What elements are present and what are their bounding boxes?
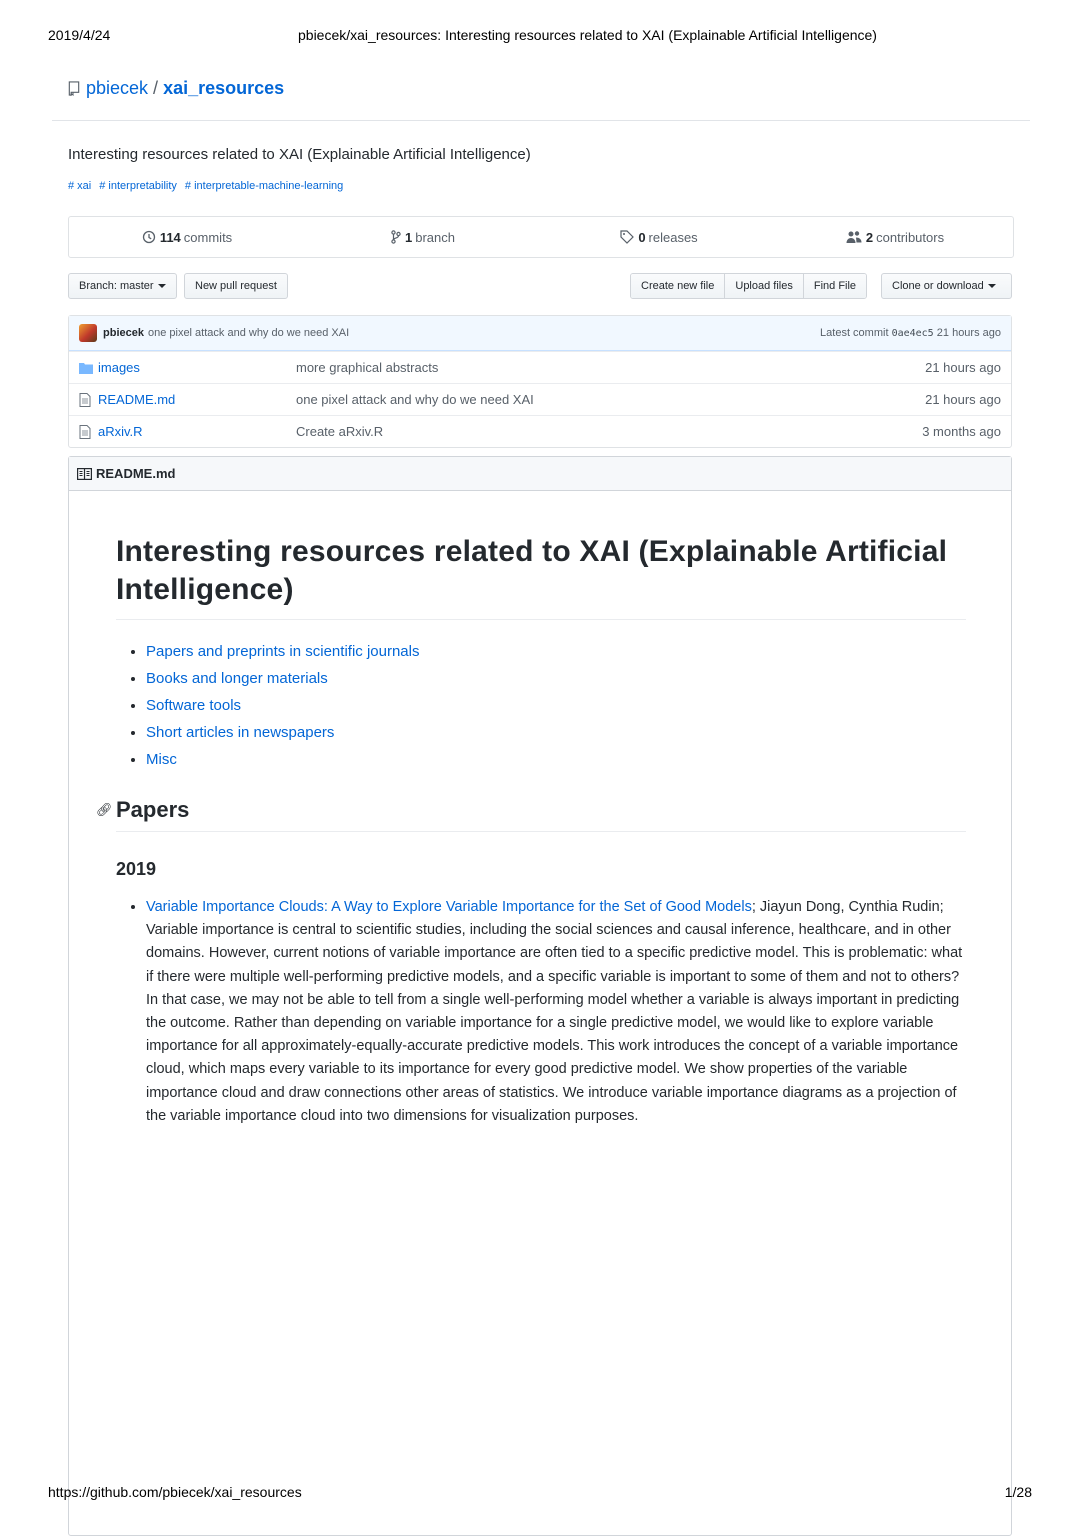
contributors-label: contributors [876,229,945,245]
create-new-file-button[interactable]: Create new file [631,274,725,298]
file-age: 21 hours ago [925,392,1001,407]
paper-abstract: ; Jiayun Dong, Cynthia Rudin; Variable importance is central to scientific studies, including the social sciences and causal inference, healthcare, and in other domains. However, current notions of variable importance are often tied to a specific predictive model. This is problematic: what if there were multiple well-performing predictive models, and a specific variable is important to some of them and not to others? In that case, we may not be able to tell from a single well-performing model whether a variable is always important in predicting the outcome. Rather than depending on variable importance for a single predictive model, we would like to explore variable importance for all approximately-equally-accurate predictive models. This work introduces the concept of a variable importance cloud, which maps every variable to its importance for every good predictive model. We show properties of the variable importance cloud and draw connections other areas of statistics. We introduce variable importance diagrams as a projection of the variable importance cloud into two dimensions for visualization purposes. [146,899,963,1124]
repo-separator: / [153,78,159,98]
upload-files-button[interactable]: Upload files [725,274,803,298]
file-row[interactable] [69,351,1011,383]
list-item [146,638,966,665]
toc-link[interactable]: Short articles in newspapers [146,724,335,741]
commits-count: 114 [159,229,181,245]
readme-header [69,457,1011,491]
find-file-button[interactable]: Find File [804,274,866,298]
print-date: 2019/4/24 [48,27,111,43]
paper-title-link[interactable]: Variable Importance Clouds: A Way to Explore Variable Importance for the Set of Good Models [146,899,752,915]
commits-label: commits [183,229,233,245]
topic-list [68,180,343,192]
print-title: pbiecek/xai_resources: Interesting resources related to XAI (Explainable Artificial Intelligence) [298,27,877,43]
branch-select-button[interactable] [68,273,177,299]
latest-commit-info [820,327,1001,339]
commit-tease [69,316,1011,351]
new-pull-request-button[interactable]: New pull request [184,273,288,299]
contributors-count: 2 [865,229,874,245]
people-icon [846,230,862,244]
file-name-link[interactable]: aRxiv.R [98,424,143,439]
file-commit-message[interactable]: Create aRxiv.R [296,424,384,439]
header-divider [52,120,1030,121]
repo-header [68,78,284,99]
readme-filename: README.md [96,466,176,481]
latest-commit-label: Latest commit [820,327,889,339]
commits-link[interactable] [69,217,305,257]
branch-icon [391,230,401,244]
link-icon[interactable]: 🔗︎ [96,802,113,817]
commit-sha-link[interactable]: 0ae4ec5 [891,328,934,339]
chevron-down-icon [158,284,166,288]
repo-icon [68,81,80,96]
file-age: 3 months ago [922,424,1001,439]
file-name-link[interactable]: images [98,360,140,375]
contributors-link[interactable] [777,217,1013,257]
toc-link[interactable]: Software tools [146,697,242,714]
releases-count: 0 [638,229,646,245]
clone-or-download-button[interactable] [881,273,1012,299]
paper-list [116,896,966,1128]
list-item [146,746,966,773]
print-page-number: 1/28 [1004,1484,1032,1500]
releases-link[interactable] [541,217,777,257]
tag-icon [620,230,634,244]
list-item [146,719,966,746]
readme-panel [68,456,1012,1536]
list-item [146,665,966,692]
readme-title: Interesting resources related to XAI (Explainable Artificial Intelligence) [116,533,966,620]
table-of-contents [116,638,966,773]
branch-select-label: Branch: master [79,280,154,292]
file-row[interactable] [69,415,1011,447]
file-age: 21 hours ago [925,360,1001,375]
papers-heading: Papers [116,797,190,822]
toc-link[interactable]: Papers and preprints in scientific journals [146,643,420,660]
branches-count: 1 [405,229,413,245]
branches-label: branch [415,229,455,245]
topic-tag[interactable]: # xai [68,180,92,192]
file-icon [79,393,95,407]
commit-message-link[interactable]: one pixel attack and why do we need XAI [147,327,350,339]
releases-label: releases [648,229,698,245]
history-icon [142,230,156,244]
toc-link[interactable]: Books and longer materials [146,670,328,687]
file-row[interactable] [69,383,1011,415]
book-icon [77,468,92,480]
file-icon [79,425,95,439]
repo-description: Interesting resources related to XAI (Explainable Artificial Intelligence) [68,146,531,163]
topic-tag[interactable]: # interpretability [99,180,177,192]
file-commit-message[interactable]: one pixel attack and why do we need XAI [296,392,534,407]
readme-content [96,533,966,1128]
repo-name-link[interactable]: xai_resources [163,78,285,98]
list-item [146,896,966,1128]
list-item [146,692,966,719]
branches-link[interactable] [305,217,541,257]
commit-age: 21 hours ago [936,327,1001,339]
avatar[interactable] [79,324,97,342]
papers-heading-wrap [96,795,966,832]
topic-tag[interactable]: # interpretable-machine-learning [184,180,344,192]
repo-owner-link[interactable]: pbiecek [86,78,149,98]
file-table [68,315,1012,448]
print-url: https://github.com/pbiecek/xai_resources [48,1484,302,1500]
file-name-link[interactable]: README.md [98,392,176,407]
numbers-summary [68,216,1014,258]
commit-author-link[interactable]: pbiecek [103,327,144,339]
year-heading: 2019 [116,859,157,879]
chevron-down-icon [988,284,996,288]
file-actions-group [630,273,867,299]
clone-or-download-label: Clone or download [892,280,984,292]
toc-link[interactable]: Misc [146,751,177,768]
folder-icon [79,362,95,374]
file-commit-message[interactable]: more graphical abstracts [296,360,439,375]
